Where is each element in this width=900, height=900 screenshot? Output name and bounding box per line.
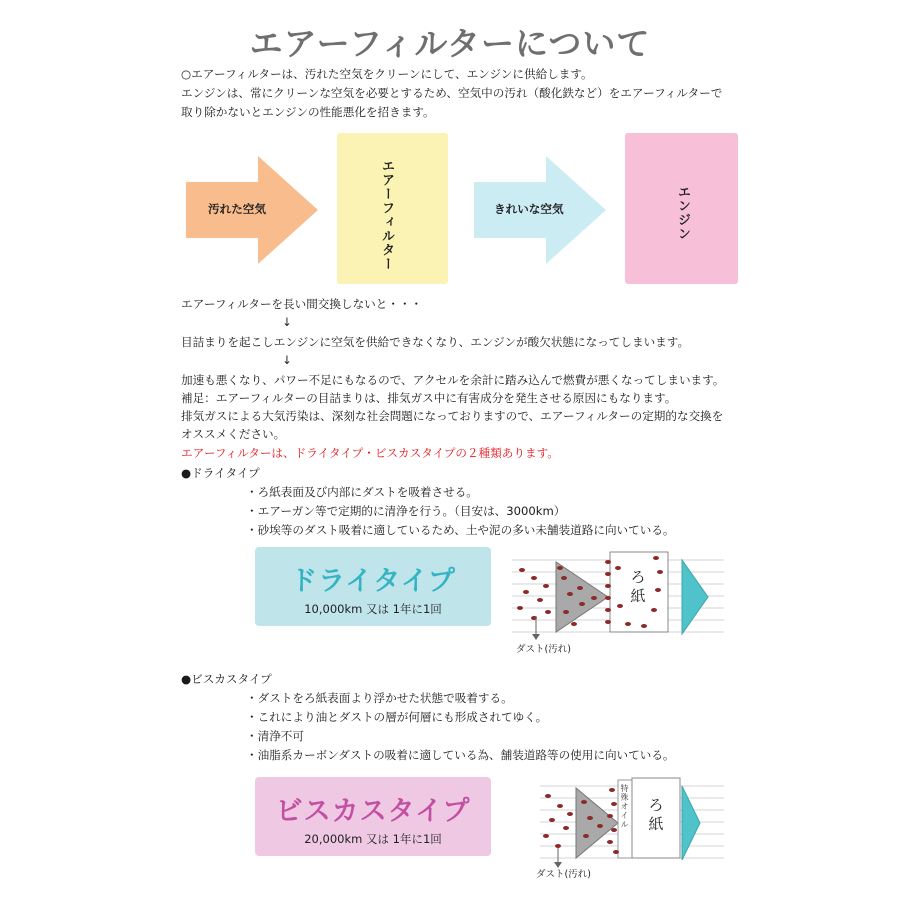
dry-bullet-1: ・ろ紙表面及び内部にダストを吸着させる。 xyxy=(246,485,478,499)
clean-air-arrow xyxy=(474,156,606,264)
page-title: エアーフィルターについて xyxy=(249,24,651,63)
consequence-line-1: エアーフィルターを長い間交換しないと・・・ xyxy=(181,297,423,311)
viscous-dust-label: ダスト(汚れ) xyxy=(536,869,591,880)
consequence-line-3: 加速も悪くなり、パワー不足にもなるので、アクセルを余計に踏み込んで燃費が悪くなってしまいます。 xyxy=(181,373,725,387)
dry-bullet-3: ・砂埃等のダスト吸着に適しているため、土や泥の多い未舗装道路に向いている。 xyxy=(246,523,675,537)
engine-label: エンジン xyxy=(675,185,690,241)
clean-air-label: きれいな空気 xyxy=(494,202,564,216)
consequence-line-6: オススメください。 xyxy=(181,427,286,441)
viscous-type-badge xyxy=(255,777,491,856)
viscous-bullet-4: ・油脂系カーボンダストの吸着に適している為、舗装道路等の使用に向いている。 xyxy=(246,748,675,762)
viscous-heading: ●ビスカスタイプ xyxy=(181,672,272,686)
intro-line-2: エンジンは、常にクリーンな空気を必要とするため、空気中の汚れ（酸化鉄など）をエアーフィルターで xyxy=(181,86,723,100)
air-filter-label: エアーフィルター xyxy=(379,159,394,271)
dry-diagram xyxy=(512,548,724,658)
viscous-bullet-3: ・清浄不可 xyxy=(246,729,304,743)
dirty-air-label: 汚れた空気 xyxy=(208,202,266,216)
viscous-badge-interval: 20,000km 又は 1年に1回 xyxy=(304,832,442,846)
types-note: エアーフィルターは、ドライタイプ・ビスカスタイプの２種類あります。 xyxy=(181,446,559,460)
consequence-line-2: 目詰まりを起こしエンジンに空気を供給できなくなり、エンジンが酸欠状態になってしまいます。 xyxy=(181,335,690,349)
down-arrow-1: ↓ xyxy=(282,315,292,329)
dry-badge-interval: 10,000km 又は 1年に1回 xyxy=(304,602,442,616)
viscous-oil-label: 特殊オイル xyxy=(620,784,629,829)
intro-line-3: 取り除かないとエンジンの性能悪化を招きます。 xyxy=(181,105,435,119)
consequence-line-4: 補足：エアーフィルターの目詰まりは、排気ガス中に有害成分を発生させる原因にもなります。 xyxy=(181,391,677,405)
dry-dust-label: ダスト(汚れ) xyxy=(516,644,571,655)
viscous-bullet-2: ・これにより油とダストの層が何層にも形成されてゆく。 xyxy=(246,710,548,724)
engine-box xyxy=(625,133,738,284)
viscous-diagram xyxy=(536,774,724,880)
air-filter-box xyxy=(337,133,448,284)
dry-bullet-2: ・エアーガン等で定期的に清浄を行う。（目安は、3000km） xyxy=(246,504,566,518)
down-arrow-2: ↓ xyxy=(282,353,292,367)
viscous-paper-label: ろ紙 xyxy=(648,796,664,833)
dry-paper-label: ろ紙 xyxy=(630,568,646,605)
dry-heading: ●ドライタイプ xyxy=(181,466,260,480)
dirty-air-arrow xyxy=(186,156,318,264)
viscous-badge-title: ビスカスタイプ xyxy=(275,796,471,827)
dry-badge-title: ドライタイプ xyxy=(290,566,456,597)
viscous-bullet-1: ・ダストをろ紙表面より浮かせた状態で吸着する。 xyxy=(246,691,513,705)
dry-type-badge xyxy=(255,547,491,626)
intro-line-1: ○エアーフィルターは、汚れた空気をクリーンにして、エンジンに供給します。 xyxy=(181,67,593,81)
consequence-line-5: 排気ガスによる大気汚染は、深刻な社会問題になっておりますので、エアーフィルターの定期的な交換を xyxy=(181,409,724,423)
